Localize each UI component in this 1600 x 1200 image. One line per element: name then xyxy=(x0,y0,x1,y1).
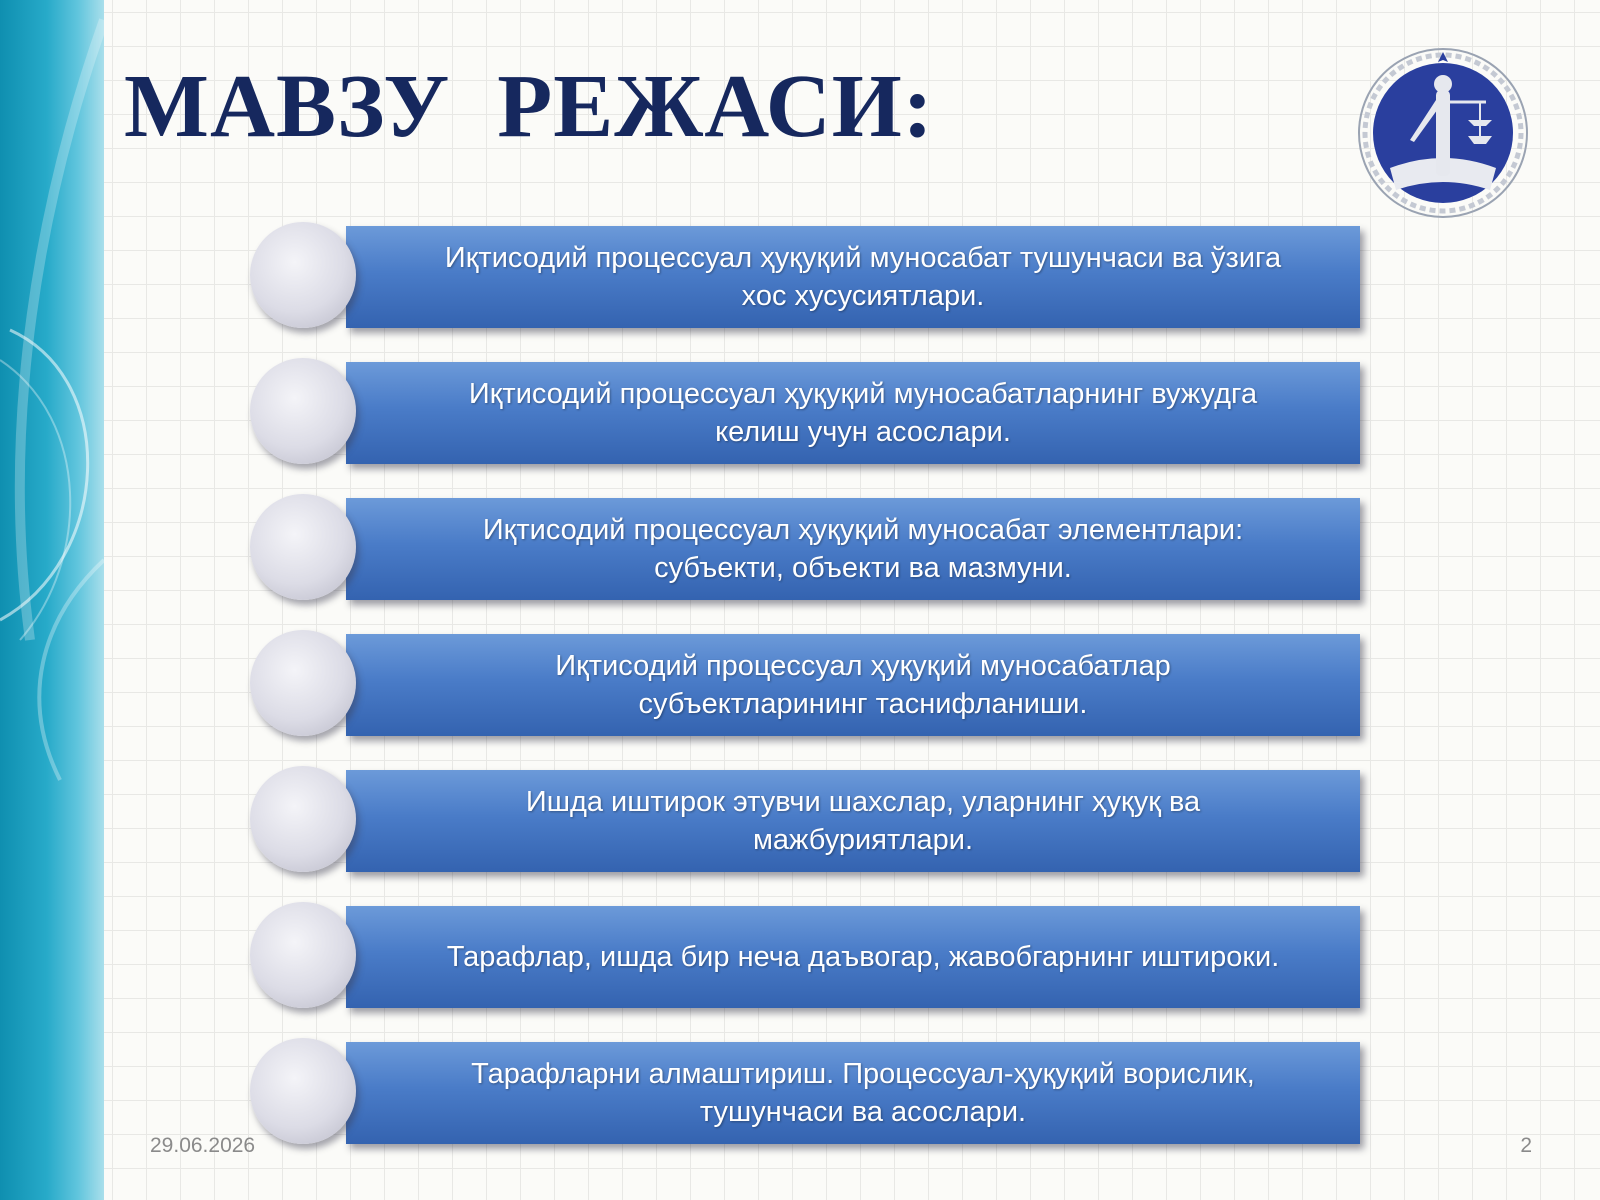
sidebar-swoosh-decoration xyxy=(0,0,104,1200)
list-item xyxy=(250,630,1362,740)
item-bar xyxy=(346,906,1360,1008)
item-bar xyxy=(346,498,1360,600)
circle-bullet-icon xyxy=(250,902,356,1008)
justice-emblem-icon xyxy=(1350,40,1536,226)
item-text: Иқтисодий процессуал ҳуқуқий муносабат тушунчаси ва ўзига хос хусусиятлари. xyxy=(444,242,1282,312)
circle-bullet-icon xyxy=(250,630,356,736)
item-bar xyxy=(346,362,1360,464)
list-item xyxy=(250,494,1362,604)
decorative-sidebar xyxy=(0,0,104,1200)
footer-date: 29.06.2026 xyxy=(150,1134,256,1157)
circle-bullet-icon xyxy=(250,222,356,328)
circle-bullet-icon xyxy=(250,766,356,872)
item-text: Тарафлар, ишда бир неча даъвогар, жавобгарнинг иштироки. xyxy=(446,941,1280,973)
list-item xyxy=(250,902,1362,1012)
page-title: МАВЗУ РЕЖАСИ: xyxy=(124,57,934,156)
list-item xyxy=(250,1038,1362,1148)
circle-bullet-icon xyxy=(250,358,356,464)
item-bar xyxy=(346,634,1360,736)
item-text: Иқтисодий процессуал ҳуқуқий муносабатларнинг вужудга келиш учун асослари. xyxy=(468,378,1258,448)
list-item xyxy=(250,766,1362,876)
circle-bullet-icon xyxy=(250,494,356,600)
page-number: 2 xyxy=(1520,1134,1532,1157)
item-text: Иқтисодий процессуал ҳуқуқий муносабатлар субъектларининг таснифланиши. xyxy=(555,650,1171,720)
item-text: Ишда иштирок этувчи шахслар, уларнинг ҳуқуқ ва мажбуриятлари. xyxy=(525,786,1201,856)
list-item xyxy=(250,358,1362,468)
circle-bullet-icon xyxy=(250,1038,356,1144)
item-text: Тарафларни алмаштириш. Процессуал-ҳуқуқий ворислик, тушунчаси ва асослари. xyxy=(471,1058,1255,1128)
item-bar xyxy=(346,1042,1360,1144)
item-bar xyxy=(346,770,1360,872)
item-text: Иқтисодий процессуал ҳуқуқий муносабат элементлари: субъекти, объекти ва мазмуни. xyxy=(482,514,1244,584)
list-item xyxy=(250,222,1362,332)
item-bar xyxy=(346,226,1360,328)
